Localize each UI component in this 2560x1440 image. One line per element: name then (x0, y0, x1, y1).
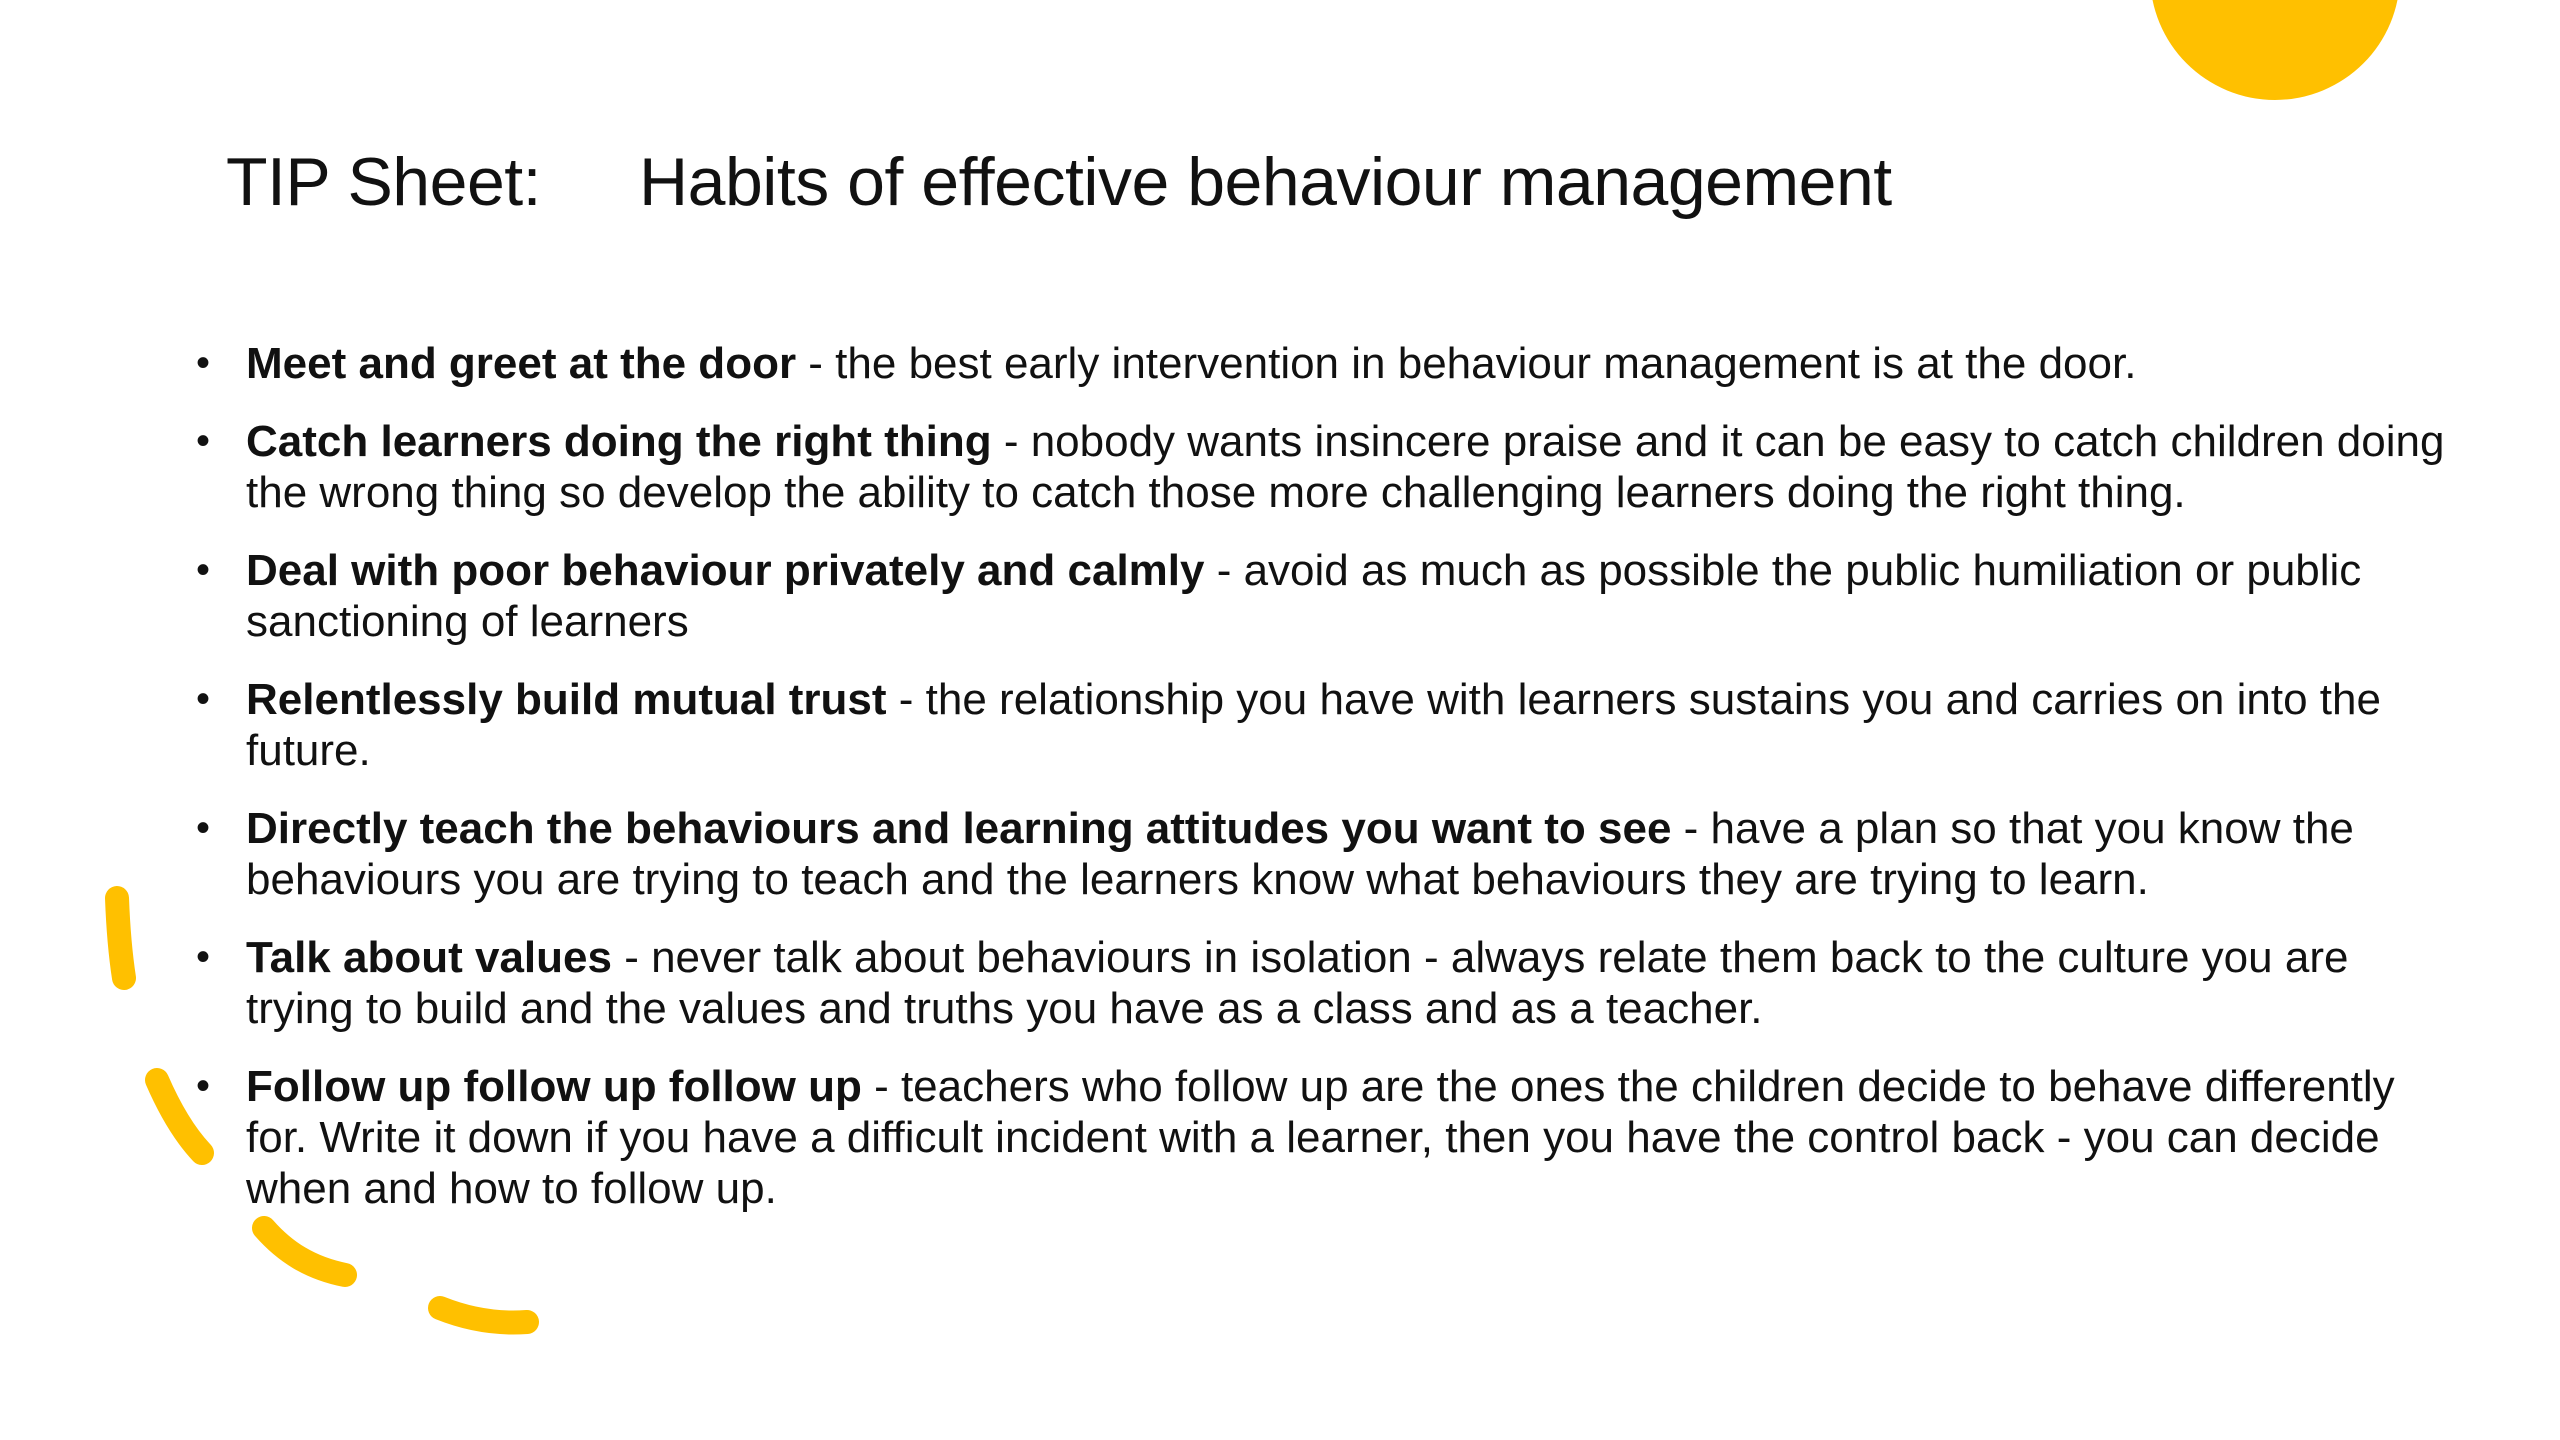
bullet-item (196, 1061, 2466, 1214)
bullet-heading: Talk about values (246, 933, 612, 982)
bullet-dot: • (196, 677, 211, 721)
title-main: Habits of effective behaviour management (639, 144, 1892, 220)
bullet-item (196, 416, 2466, 518)
bullet-item (196, 803, 2466, 905)
bullet-body: - never talk about behaviours in isolation - always relate them back to the culture you are trying to build and the values and truths you have as a class and as a teacher. (246, 933, 2349, 1033)
bullet-body: - the best early intervention in behaviour management is at the door. (796, 339, 2137, 388)
bullet-dot: • (196, 419, 211, 463)
bullet-heading: Deal with poor behaviour privately and calmly (246, 546, 1205, 595)
slide-title (226, 142, 1892, 222)
bullet-dot: • (196, 1064, 211, 1108)
bullet-item (196, 545, 2466, 647)
bullet-heading: Follow up follow up follow up (246, 1062, 862, 1111)
bullet-dot: • (196, 548, 211, 592)
bullet-body: - the relationship you have with learners sustains you and carries on into the future. (246, 675, 2381, 775)
bullet-list (196, 338, 2466, 1241)
bullet-body: - have a plan so that you know the behaviours you are trying to teach and the learners know what behaviours they are trying to learn. (246, 804, 2354, 904)
decorative-circle (2150, 0, 2400, 100)
bullet-body: - teachers who follow up are the ones the children decide to behave differently for. Write it down if you have a difficult incident with a learner, then you have the control back - you can decide when and how to follow up. (246, 1062, 2395, 1213)
bullet-heading: Meet and greet at the door (246, 339, 797, 388)
bullet-item (196, 932, 2466, 1034)
bullet-body: - nobody wants insincere praise and it can be easy to catch children doing the wrong thing so develop the ability to catch those more challenging learners doing the right thing. (246, 417, 2445, 517)
bullet-dot: • (196, 341, 211, 385)
bullet-heading: Relentlessly build mutual trust (246, 675, 887, 724)
bullet-body: - avoid as much as possible the public humiliation or public sanctioning of learners (246, 546, 2362, 646)
bullet-heading: Directly teach the behaviours and learning attitudes you want to see (246, 804, 1672, 853)
bullet-item (196, 674, 2466, 776)
bullet-item (196, 338, 2466, 389)
bullet-heading: Catch learners doing the right thing (246, 417, 992, 466)
title-prefix: TIP Sheet: (226, 144, 542, 220)
bullet-dot: • (196, 935, 211, 979)
ink-stroke (440, 1308, 527, 1322)
ink-stroke (117, 898, 124, 978)
bullet-dot: • (196, 806, 211, 850)
